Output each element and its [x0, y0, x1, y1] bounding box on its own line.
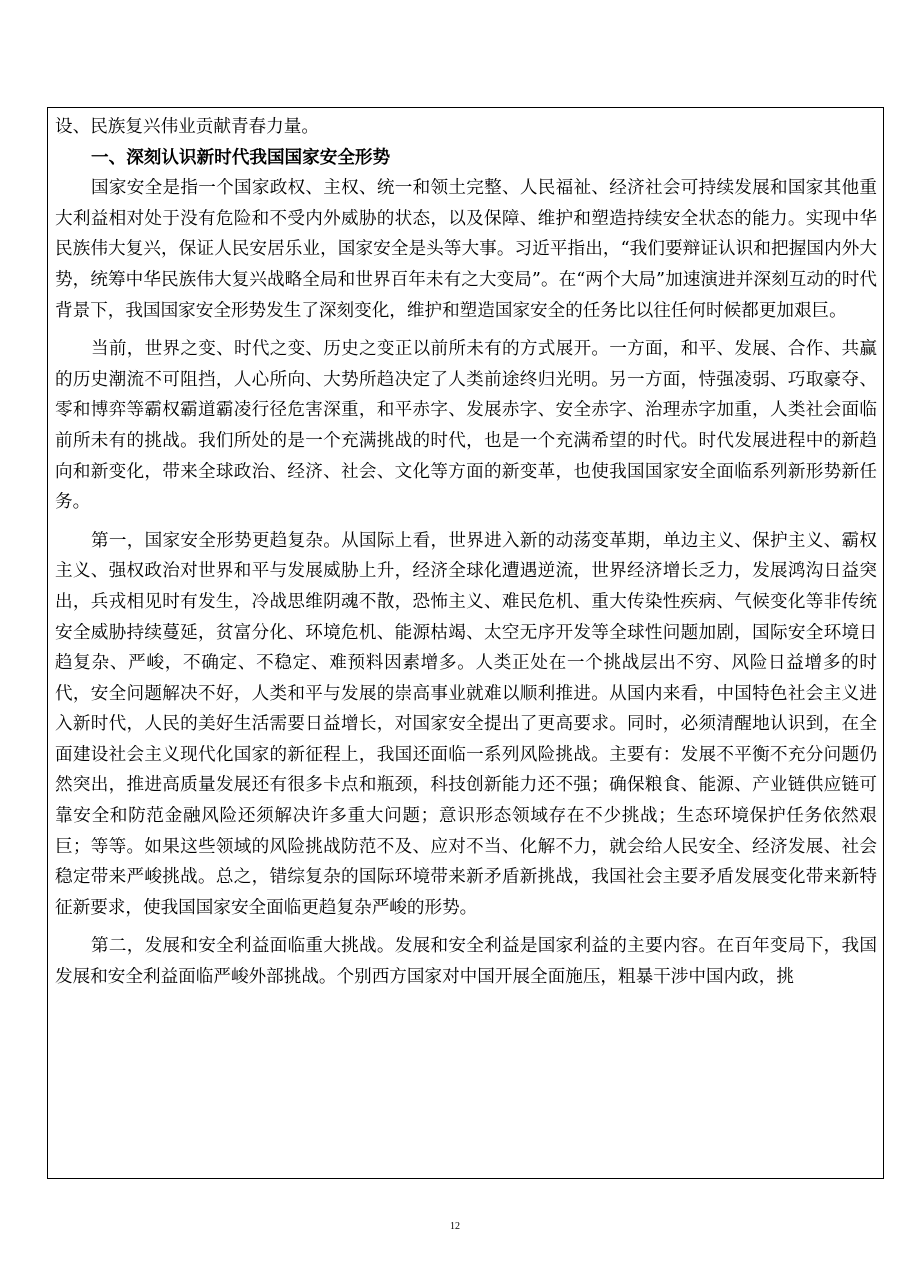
- section-heading: 一、深刻认识新时代我国国家安全形势: [91, 146, 391, 168]
- document-body: [55, 112, 877, 993]
- paragraph-continuation: 设、民族复兴伟业贡献青春力量。: [55, 117, 319, 137]
- paragraph-second-point: 第二，发展和安全利益面临重大挑战。发展和安全利益是国家利益的主要内容。在百年变局下，我国发展和安全利益面临严峻外部挑战。个别西方国家对中国开展全面施压，粗暴干涉中国内政，挑: [55, 936, 877, 988]
- paragraph-national-security-definition: 国家安全是指一个国家政权、主权、统一和领土完整、人民福祉、经济社会可持续发展和国家其他重大利益相对处于没有危险和不受内外威胁的状态，以及保障、维护和塑造持续安全状态的能力。实现中华民族伟大复兴，保证人民安居乐业，国家安全是头等大事。习近平指出，“我们要辩证认识和把握国内外大势，统筹中华民族伟大复兴战略全局和世界百年未有之大变局”。在“两个大局”加速演进并深刻互动的时代背景下，我国国家安全形势发生了深刻变化，维护和塑造国家安全的任务比以往任何时候都更加艰巨。: [55, 178, 877, 321]
- paragraph-world-changes: 当前，世界之变、时代之变、历史之变正以前所未有的方式展开。一方面，和平、发展、合作、共赢的历史潮流不可阻挡，人心所向、大势所趋决定了人类前途终归光明。另一方面，恃强凌弱、巧取豪夺、零和博弈等霸权霸道霸凌行径危害深重，和平赤字、发展赤字、安全赤字、治理赤字加重，人类社会面临前所未有的挑战。我们所处的是一个充满挑战的时代，也是一个充满希望的时代。时代发展进程中的新趋向和新变化，带来全球政治、经济、社会、文化等方面的新变革，也使我国国家安全面临系列新形势新任务。: [55, 339, 877, 513]
- page-number: 12: [450, 1221, 460, 1232]
- text-frame: [47, 107, 884, 1179]
- paragraph-first-point: 第一，国家安全形势更趋复杂。从国际上看，世界进入新的动荡变革期，单边主义、保护主义、霸权主义、强权政治对世界和平与发展威胁上升，经济全球化遭遇逆流，世界经济增长乏力，发展鸿沟日益突出，兵戎相见时有发生，冷战思维阴魂不散，恐怖主义、难民危机、重大传染性疾病、气候变化等非传统安全威胁持续蔓延，贫富分化、环境危机、能源枯竭、太空无序开发等全球性问题加剧，国际安全环境日趋复杂、严峻，不确定、不稳定、难预料因素增多。人类正处在一个挑战层出不穷、风险日益增多的时代，安全问题解决不好，人类和平与发展的崇高事业就难以顺利推进。从国内来看，中国特色社会主义进入新时代，人民的美好生活需要日益增长，对国家安全提出了更高要求。同时，必须清醒地认识到，在全面建设社会主义现代化国家的新征程上，我国还面临一系列风险挑战。主要有：发展不平衡不充分问题仍然突出，推进高质量发展还有很多卡点和瓶颈，科技创新能力还不强；确保粮食、能源、产业链供应链可靠安全和防范金融风险还须解决许多重大问题；意识形态领域存在不少挑战；生态环境保护任务依然艰巨；等等。如果这些领域的风险挑战防范不及、应对不当、化解不力，就会给人民安全、经济发展、社会稳定带来严峻挑战。总之，错综复杂的国际环境带来新矛盾新挑战，我国社会主要矛盾发展变化带来新特征新要求，使我国国家安全面临更趋复杂严峻的形势。: [55, 530, 877, 918]
